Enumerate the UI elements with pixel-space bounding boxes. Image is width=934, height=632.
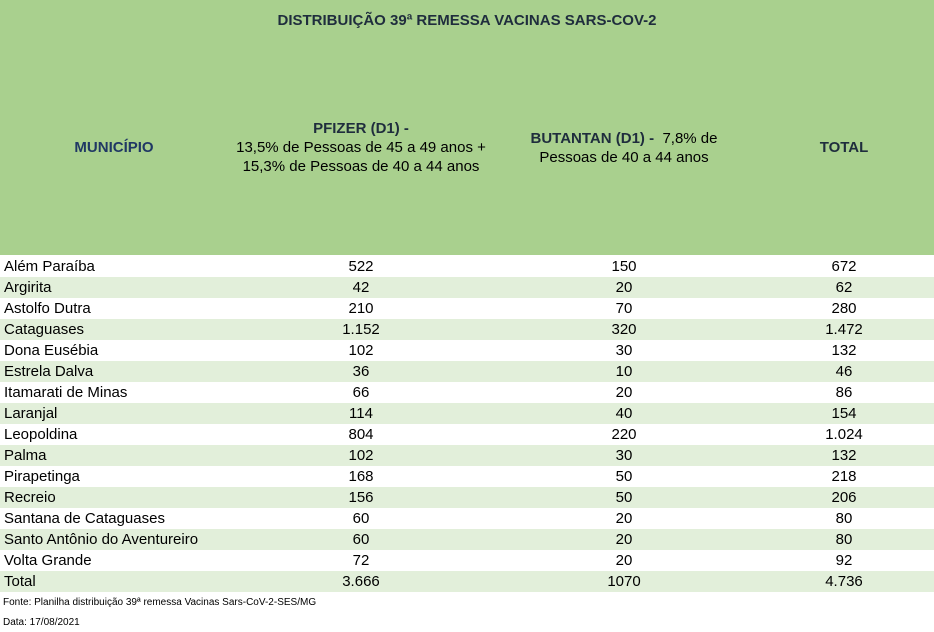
cell-municipio: Palma — [4, 447, 47, 464]
table-row — [0, 298, 934, 319]
cell-municipio: Dona Eusébia — [4, 342, 99, 359]
table-row — [0, 277, 934, 298]
cell-pfizer: 42 — [352, 279, 370, 296]
column-header-pfizer-title: PFIZER (D1) - — [313, 120, 409, 137]
cell-butantan: 50 — [615, 468, 633, 485]
cell-pfizer: 210 — [348, 300, 374, 317]
cell-butantan: 50 — [615, 489, 633, 506]
cell-municipio: Santana de Cataguases — [4, 510, 165, 527]
table-header — [0, 0, 934, 255]
cell-pfizer: 114 — [349, 405, 373, 422]
cell-total: 1.024 — [825, 426, 863, 443]
cell-total: 280 — [831, 300, 857, 317]
column-header-pfizer-line2: 15,3% de Pessoas de 40 a 44 anos — [242, 158, 480, 175]
cell-municipio: Itamarati de Minas — [4, 384, 128, 401]
cell-total: 218 — [831, 468, 857, 485]
cell-pfizer: 102 — [348, 342, 374, 359]
column-header-pfizer — [228, 40, 494, 255]
cell-total: 46 — [835, 363, 853, 380]
cell-butantan: 70 — [615, 300, 633, 317]
cell-municipio: Além Paraíba — [4, 258, 95, 275]
table-row — [0, 382, 934, 403]
cell-municipio: Volta Grande — [4, 552, 92, 569]
table-row — [0, 508, 934, 529]
cell-total: 92 — [835, 552, 853, 569]
cell-total: 80 — [835, 510, 853, 527]
cell-butantan: 20 — [615, 279, 633, 296]
cell-total: 62 — [835, 279, 853, 296]
cell-butantan: 30 — [615, 342, 633, 359]
table-row — [0, 529, 934, 550]
cell-municipio: Pirapetinga — [4, 468, 80, 485]
cell-pfizer: 156 — [348, 489, 374, 506]
cell-butantan: 20 — [615, 552, 633, 569]
cell-municipio: Argirita — [4, 279, 52, 296]
column-header-butantan-pct: 7,8% de — [662, 129, 718, 147]
cell-pfizer: 36 — [352, 363, 370, 380]
cell-butantan: 20 — [615, 384, 633, 401]
total-pfizer: 3.666 — [342, 573, 380, 590]
cell-pfizer: 60 — [352, 510, 370, 527]
cell-pfizer: 102 — [348, 447, 374, 464]
cell-pfizer: 168 — [348, 468, 374, 485]
page-title: DISTRIBUIÇÃO 39ª REMESSA VACINAS SARS-COV-2 — [277, 12, 657, 29]
date-note: Data: 17/08/2021 — [3, 617, 80, 628]
table-row — [0, 445, 934, 466]
column-header-total — [754, 40, 934, 255]
cell-municipio: Laranjal — [4, 405, 58, 422]
cell-municipio: Cataguases — [4, 321, 85, 338]
cell-municipio: Recreio — [4, 489, 56, 506]
cell-municipio: Leopoldina — [4, 426, 78, 443]
cell-total: 132 — [831, 447, 857, 464]
cell-butantan: 40 — [615, 405, 633, 422]
total-label: Total — [4, 573, 36, 590]
table-row — [0, 487, 934, 508]
cell-pfizer: 72 — [352, 552, 370, 569]
column-header-pfizer-line1: 13,5% de Pessoas de 45 a 49 anos + — [236, 139, 486, 156]
cell-butantan: 150 — [611, 258, 637, 275]
table-row — [0, 466, 934, 487]
cell-butantan: 20 — [615, 531, 633, 548]
column-header-butantan — [494, 40, 754, 255]
column-header-butantan-line1 — [531, 129, 718, 148]
cell-pfizer: 60 — [352, 531, 370, 548]
cell-municipio: Santo Antônio do Aventureiro — [4, 531, 199, 548]
cell-butantan: 220 — [611, 426, 637, 443]
table-row — [0, 550, 934, 571]
total-row — [0, 571, 934, 592]
cell-total: 1.472 — [825, 321, 863, 338]
cell-total: 672 — [831, 258, 857, 275]
cell-pfizer: 66 — [352, 384, 370, 401]
column-header-butantan-line2: Pessoas de 40 a 44 anos — [539, 148, 709, 166]
cell-pfizer: 522 — [348, 258, 374, 275]
column-header-municipio-label: MUNICÍPIO — [74, 139, 154, 156]
table-body — [0, 256, 934, 592]
cell-total: 86 — [835, 384, 853, 401]
column-header-municipio — [0, 40, 228, 255]
cell-butantan: 320 — [611, 321, 637, 338]
table-row — [0, 424, 934, 445]
table-row — [0, 340, 934, 361]
cell-pfizer: 1.152 — [342, 321, 380, 338]
total-total: 4.736 — [825, 573, 863, 590]
cell-butantan: 20 — [615, 510, 633, 527]
total-butantan: 1070 — [607, 573, 641, 590]
table-row — [0, 403, 934, 424]
source-note: Fonte: Planilha distribuição 39ª remessa Vacinas Sars-CoV-2-SES/MG — [3, 597, 317, 608]
cell-butantan: 10 — [615, 363, 633, 380]
cell-municipio: Astolfo Dutra — [4, 300, 91, 317]
cell-total: 206 — [831, 489, 857, 506]
column-header-total-label: TOTAL — [819, 139, 869, 156]
table-row — [0, 256, 934, 277]
cell-municipio: Estrela Dalva — [4, 363, 94, 380]
cell-butantan: 30 — [615, 447, 633, 464]
table-row — [0, 361, 934, 382]
cell-pfizer: 804 — [348, 426, 374, 443]
table-row — [0, 319, 934, 340]
cell-total: 80 — [835, 531, 853, 548]
cell-total: 132 — [831, 342, 857, 359]
column-header-butantan-title: BUTANTAN (D1) - — [530, 129, 655, 147]
cell-total: 154 — [831, 405, 857, 422]
